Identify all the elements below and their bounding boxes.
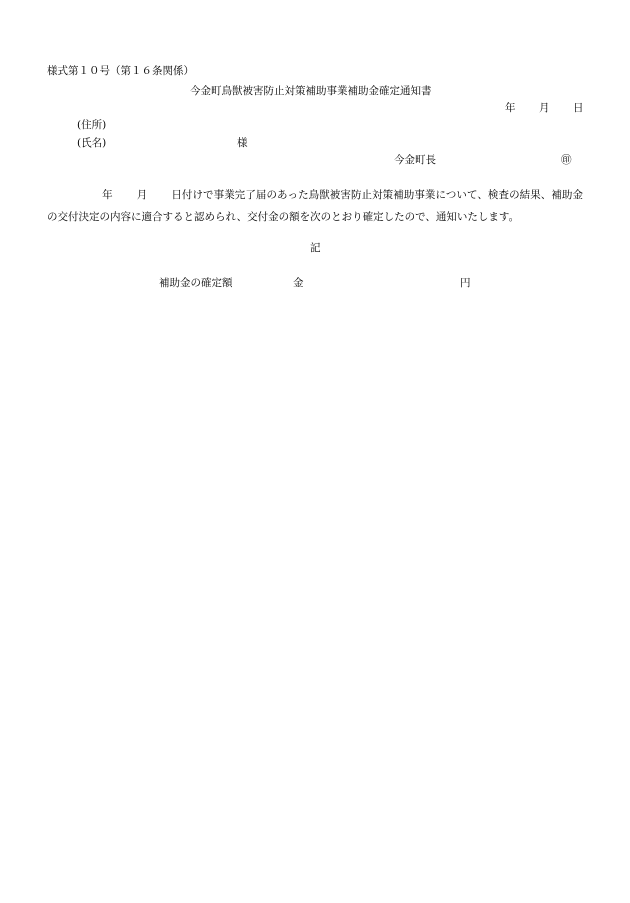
seal-mark: ㊞ bbox=[561, 154, 572, 166]
form-number: 様式第１０号（第１６条関係） bbox=[47, 65, 194, 77]
honorific: 様 bbox=[237, 137, 248, 149]
body-paragraph bbox=[47, 184, 583, 228]
body-text: 日付けで事業完了届のあった鳥獣被害防止対策補助事業について、検査の結果、補助金の交付決定の内容に適合すると認められ、交付金の額を次のとおり確定したので、通知いたします。 bbox=[47, 189, 583, 223]
amount-label: 補助金の確定額 bbox=[159, 277, 233, 289]
date-year: 年 bbox=[505, 102, 516, 114]
date-day: 日 bbox=[573, 102, 584, 114]
amount-unit: 円 bbox=[460, 277, 471, 289]
note-heading: 記 bbox=[310, 242, 321, 254]
name-label: (氏名) bbox=[77, 137, 107, 149]
body-year: 年 bbox=[102, 189, 113, 201]
date-month: 月 bbox=[539, 102, 550, 114]
body-month: 月 bbox=[136, 189, 148, 201]
amount-prefix: 金 bbox=[293, 277, 304, 289]
document-title: 今金町鳥獣被害防止対策補助事業補助金確定通知書 bbox=[190, 85, 432, 97]
address-label: (住所) bbox=[77, 119, 107, 131]
issuer-name: 今金町長 bbox=[394, 154, 436, 166]
